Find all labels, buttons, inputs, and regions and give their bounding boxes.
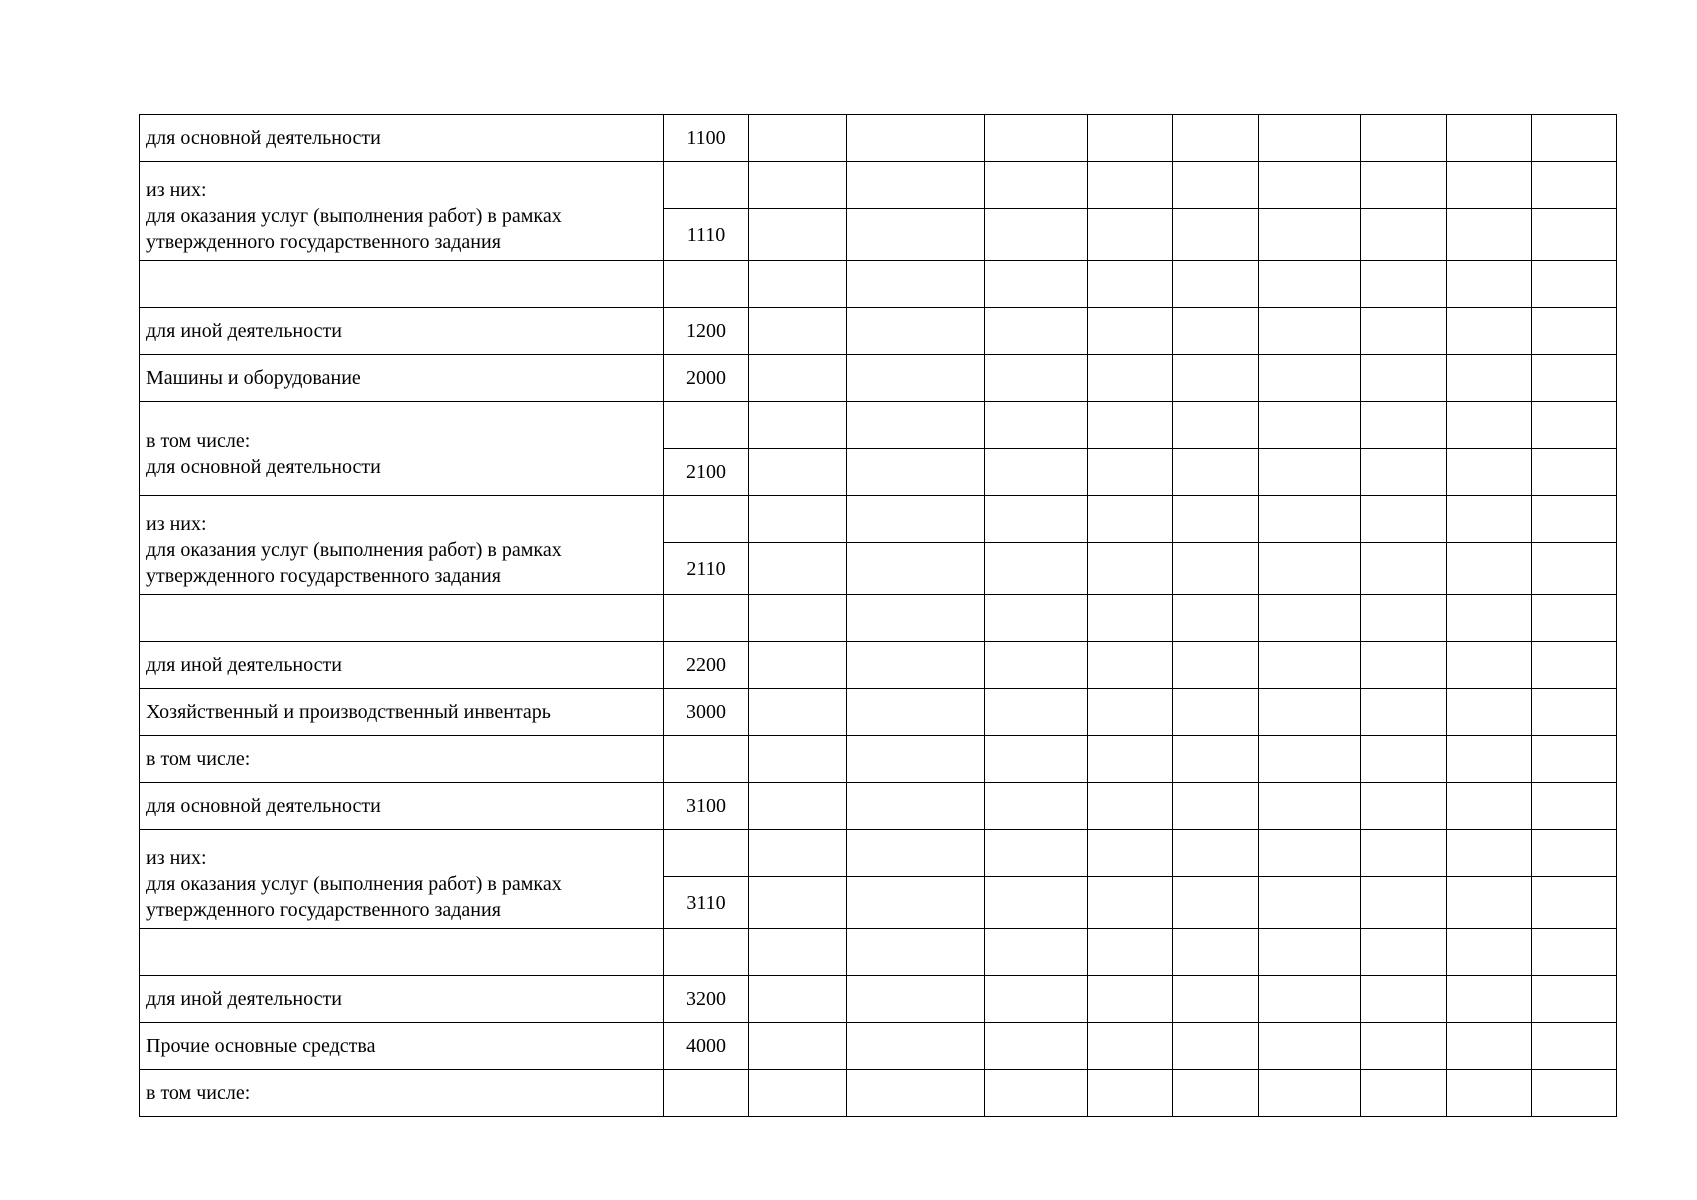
- value-cell[interactable]: [1088, 689, 1173, 736]
- value-cell[interactable]: [847, 543, 985, 595]
- value-cell[interactable]: [1173, 209, 1259, 261]
- value-cell[interactable]: [847, 929, 985, 976]
- row-code: [664, 1070, 749, 1117]
- value-cell[interactable]: [1361, 783, 1447, 830]
- row-label: [140, 595, 664, 642]
- value-cell[interactable]: [1361, 543, 1447, 595]
- value-cell[interactable]: [985, 115, 1088, 162]
- value-cell[interactable]: [1088, 877, 1173, 929]
- fixed-assets-table: [139, 114, 1617, 1117]
- value-cell[interactable]: [1259, 162, 1361, 209]
- value-cell[interactable]: [1088, 1023, 1173, 1070]
- value-cell[interactable]: [1173, 1070, 1259, 1117]
- row-code: [664, 261, 749, 308]
- value-cell[interactable]: [1361, 355, 1447, 402]
- value-cell[interactable]: [985, 736, 1088, 783]
- row-label: [140, 355, 664, 402]
- value-cell[interactable]: [1173, 830, 1259, 877]
- value-cell[interactable]: [1361, 642, 1447, 689]
- value-cell[interactable]: [1259, 115, 1361, 162]
- value-cell[interactable]: [749, 595, 847, 642]
- value-cell[interactable]: [1361, 830, 1447, 877]
- value-cell[interactable]: [749, 1070, 847, 1117]
- value-cell[interactable]: [847, 642, 985, 689]
- value-cell[interactable]: [1088, 543, 1173, 595]
- row-code: 3200: [664, 976, 749, 1023]
- value-cell[interactable]: [1259, 877, 1361, 929]
- value-cell[interactable]: [1447, 355, 1532, 402]
- table-row: [140, 115, 1617, 162]
- value-cell[interactable]: [1259, 1023, 1361, 1070]
- value-cell[interactable]: [1361, 261, 1447, 308]
- value-cell[interactable]: [749, 209, 847, 261]
- row-label-line: утвержденного государственного задания: [146, 231, 501, 253]
- value-cell[interactable]: [1088, 355, 1173, 402]
- value-cell[interactable]: [1532, 543, 1617, 595]
- row-code: 2100: [664, 449, 749, 496]
- table-row: [140, 736, 1617, 783]
- row-label-line: для иной деятельности: [146, 654, 342, 676]
- value-cell[interactable]: [985, 162, 1088, 209]
- value-cell[interactable]: [1447, 1023, 1532, 1070]
- value-cell[interactable]: [847, 1023, 985, 1070]
- value-cell[interactable]: [1259, 1070, 1361, 1117]
- value-cell[interactable]: [1361, 162, 1447, 209]
- value-cell[interactable]: [1532, 308, 1617, 355]
- row-code: [664, 929, 749, 976]
- row-label: [140, 976, 664, 1023]
- value-cell[interactable]: [1173, 402, 1259, 449]
- table-row: [140, 308, 1617, 355]
- value-cell[interactable]: [749, 830, 847, 877]
- value-cell[interactable]: [1088, 929, 1173, 976]
- value-cell[interactable]: [847, 261, 985, 308]
- row-label: [140, 830, 664, 929]
- value-cell[interactable]: [749, 976, 847, 1023]
- value-cell[interactable]: [1088, 642, 1173, 689]
- value-cell[interactable]: [985, 1070, 1088, 1117]
- value-cell[interactable]: [1532, 1023, 1617, 1070]
- value-cell[interactable]: [749, 496, 847, 543]
- row-code: [664, 736, 749, 783]
- value-cell[interactable]: [847, 736, 985, 783]
- table-row: [140, 830, 1617, 877]
- value-cell[interactable]: [749, 543, 847, 595]
- value-cell[interactable]: [1532, 830, 1617, 877]
- value-cell[interactable]: [1088, 736, 1173, 783]
- value-cell[interactable]: [985, 449, 1088, 496]
- table-row: [140, 595, 1617, 642]
- value-cell[interactable]: [1361, 736, 1447, 783]
- value-cell[interactable]: [1173, 736, 1259, 783]
- row-code: 1200: [664, 308, 749, 355]
- row-label: [140, 162, 664, 261]
- value-cell[interactable]: [985, 595, 1088, 642]
- value-cell[interactable]: [1447, 496, 1532, 543]
- table-row: [140, 929, 1617, 976]
- row-label-line: из них:: [146, 847, 207, 869]
- value-cell[interactable]: [1259, 402, 1361, 449]
- value-cell[interactable]: [1173, 642, 1259, 689]
- value-cell[interactable]: [1361, 595, 1447, 642]
- value-cell[interactable]: [749, 783, 847, 830]
- table-row: [140, 642, 1617, 689]
- value-cell[interactable]: [1532, 115, 1617, 162]
- value-cell[interactable]: [1447, 209, 1532, 261]
- value-cell[interactable]: [1361, 496, 1447, 543]
- row-label-line: Машины и оборудование: [146, 367, 361, 389]
- value-cell[interactable]: [847, 308, 985, 355]
- value-cell[interactable]: [1447, 308, 1532, 355]
- value-cell[interactable]: [1173, 929, 1259, 976]
- value-cell[interactable]: [1532, 209, 1617, 261]
- value-cell[interactable]: [1532, 261, 1617, 308]
- row-label: [140, 261, 664, 308]
- row-code: 2110: [664, 543, 749, 595]
- value-cell[interactable]: [1447, 736, 1532, 783]
- value-cell[interactable]: [1447, 595, 1532, 642]
- value-cell[interactable]: [985, 355, 1088, 402]
- value-cell[interactable]: [749, 877, 847, 929]
- row-label-line: из них:: [146, 179, 207, 201]
- value-cell[interactable]: [985, 543, 1088, 595]
- value-cell[interactable]: [749, 1023, 847, 1070]
- value-cell[interactable]: [985, 261, 1088, 308]
- table-row: [140, 496, 1617, 543]
- row-label-line: Хозяйственный и производственный инвентарь: [146, 701, 551, 723]
- value-cell[interactable]: [1088, 402, 1173, 449]
- row-label-line: для оказания услуг (выполнения работ) в рамках: [146, 539, 562, 561]
- value-cell[interactable]: [847, 449, 985, 496]
- value-cell[interactable]: [749, 261, 847, 308]
- value-cell[interactable]: [1088, 162, 1173, 209]
- row-code: 3000: [664, 689, 749, 736]
- value-cell[interactable]: [1447, 543, 1532, 595]
- row-label: [140, 308, 664, 355]
- value-cell[interactable]: [1088, 115, 1173, 162]
- value-cell[interactable]: [985, 783, 1088, 830]
- value-cell[interactable]: [847, 115, 985, 162]
- value-cell[interactable]: [1532, 449, 1617, 496]
- value-cell[interactable]: [847, 402, 985, 449]
- value-cell[interactable]: [847, 689, 985, 736]
- value-cell[interactable]: [1259, 642, 1361, 689]
- row-label: [140, 496, 664, 595]
- row-label: [140, 1023, 664, 1070]
- value-cell[interactable]: [1447, 402, 1532, 449]
- value-cell[interactable]: [1259, 783, 1361, 830]
- row-code: 1100: [664, 115, 749, 162]
- row-code: [664, 162, 749, 209]
- row-label: [140, 402, 664, 496]
- table-row: [140, 1023, 1617, 1070]
- value-cell[interactable]: [1361, 1023, 1447, 1070]
- value-cell[interactable]: [1447, 783, 1532, 830]
- value-cell[interactable]: [1532, 877, 1617, 929]
- row-code: 3110: [664, 877, 749, 929]
- table-row: [140, 402, 1617, 449]
- value-cell[interactable]: [749, 642, 847, 689]
- row-label-line: для основной деятельности: [146, 127, 381, 149]
- value-cell[interactable]: [749, 355, 847, 402]
- row-label-line: для иной деятельности: [146, 988, 342, 1010]
- value-cell[interactable]: [985, 976, 1088, 1023]
- value-cell[interactable]: [1259, 929, 1361, 976]
- value-cell[interactable]: [1259, 689, 1361, 736]
- value-cell[interactable]: [1088, 783, 1173, 830]
- value-cell[interactable]: [1173, 783, 1259, 830]
- row-label: [140, 115, 664, 162]
- table-row: [140, 1070, 1617, 1117]
- row-code: [664, 402, 749, 449]
- value-cell[interactable]: [1532, 929, 1617, 976]
- value-cell[interactable]: [1259, 449, 1361, 496]
- value-cell[interactable]: [1259, 261, 1361, 308]
- row-label: [140, 929, 664, 976]
- value-cell[interactable]: [1173, 543, 1259, 595]
- value-cell[interactable]: [1361, 976, 1447, 1023]
- value-cell[interactable]: [1259, 595, 1361, 642]
- value-cell[interactable]: [1259, 209, 1361, 261]
- value-cell[interactable]: [1088, 595, 1173, 642]
- value-cell[interactable]: [985, 1023, 1088, 1070]
- value-cell[interactable]: [1361, 209, 1447, 261]
- row-code: 3100: [664, 783, 749, 830]
- value-cell[interactable]: [1088, 830, 1173, 877]
- value-cell[interactable]: [1447, 830, 1532, 877]
- value-cell[interactable]: [847, 976, 985, 1023]
- value-cell[interactable]: [847, 355, 985, 402]
- value-cell[interactable]: [985, 830, 1088, 877]
- value-cell[interactable]: [1532, 783, 1617, 830]
- value-cell[interactable]: [985, 402, 1088, 449]
- value-cell[interactable]: [1532, 642, 1617, 689]
- row-label: [140, 783, 664, 830]
- value-cell[interactable]: [1173, 308, 1259, 355]
- row-code: [664, 595, 749, 642]
- value-cell[interactable]: [1173, 115, 1259, 162]
- value-cell[interactable]: [847, 830, 985, 877]
- row-label: [140, 689, 664, 736]
- value-cell[interactable]: [1447, 162, 1532, 209]
- value-cell[interactable]: [1532, 736, 1617, 783]
- row-label-line: Прочие основные средства: [146, 1035, 376, 1057]
- row-label: [140, 736, 664, 783]
- row-label-line: в том числе:: [146, 1082, 251, 1104]
- value-cell[interactable]: [749, 308, 847, 355]
- value-cell[interactable]: [847, 496, 985, 543]
- value-cell[interactable]: [1532, 162, 1617, 209]
- value-cell[interactable]: [1259, 496, 1361, 543]
- value-cell[interactable]: [985, 642, 1088, 689]
- value-cell[interactable]: [1088, 449, 1173, 496]
- value-cell[interactable]: [1361, 402, 1447, 449]
- value-cell[interactable]: [1088, 261, 1173, 308]
- value-cell[interactable]: [1259, 976, 1361, 1023]
- table-row: [140, 689, 1617, 736]
- value-cell[interactable]: [1361, 308, 1447, 355]
- value-cell[interactable]: [1361, 877, 1447, 929]
- row-label-line: утвержденного государственного задания: [146, 899, 501, 921]
- value-cell[interactable]: [985, 308, 1088, 355]
- value-cell[interactable]: [1259, 830, 1361, 877]
- value-cell[interactable]: [749, 689, 847, 736]
- row-label-line: для основной деятельности: [146, 455, 381, 478]
- value-cell[interactable]: [1532, 1070, 1617, 1117]
- value-cell[interactable]: [985, 496, 1088, 543]
- value-cell[interactable]: [1361, 929, 1447, 976]
- value-cell[interactable]: [1088, 496, 1173, 543]
- value-cell[interactable]: [1361, 1070, 1447, 1117]
- value-cell[interactable]: [1088, 976, 1173, 1023]
- value-cell[interactable]: [1447, 115, 1532, 162]
- table-row: [140, 162, 1617, 209]
- row-code: 4000: [664, 1023, 749, 1070]
- value-cell[interactable]: [1532, 595, 1617, 642]
- table-row: [140, 783, 1617, 830]
- value-cell[interactable]: [847, 595, 985, 642]
- value-cell[interactable]: [1532, 496, 1617, 543]
- value-cell[interactable]: [1361, 115, 1447, 162]
- value-cell[interactable]: [1088, 308, 1173, 355]
- row-label-line: для иной деятельности: [146, 320, 342, 342]
- value-cell[interactable]: [1173, 449, 1259, 496]
- value-cell[interactable]: [1173, 496, 1259, 543]
- value-cell[interactable]: [847, 877, 985, 929]
- row-label-line: в том числе:: [146, 429, 251, 452]
- value-cell[interactable]: [847, 1070, 985, 1117]
- value-cell[interactable]: [1447, 642, 1532, 689]
- value-cell[interactable]: [1259, 308, 1361, 355]
- row-label-line: для основной деятельности: [146, 795, 381, 817]
- row-label-line: для оказания услуг (выполнения работ) в рамках: [146, 205, 562, 227]
- value-cell[interactable]: [1259, 736, 1361, 783]
- row-code: [664, 830, 749, 877]
- row-label-line: утвержденного государственного задания: [146, 565, 501, 587]
- value-cell[interactable]: [1173, 261, 1259, 308]
- value-cell[interactable]: [749, 449, 847, 496]
- value-cell[interactable]: [749, 402, 847, 449]
- value-cell[interactable]: [749, 115, 847, 162]
- value-cell[interactable]: [1532, 976, 1617, 1023]
- value-cell[interactable]: [1447, 449, 1532, 496]
- value-cell[interactable]: [985, 929, 1088, 976]
- value-cell[interactable]: [847, 783, 985, 830]
- value-cell[interactable]: [1447, 929, 1532, 976]
- value-cell[interactable]: [1173, 689, 1259, 736]
- value-cell[interactable]: [1447, 1070, 1532, 1117]
- row-label: [140, 642, 664, 689]
- value-cell[interactable]: [985, 877, 1088, 929]
- value-cell[interactable]: [1447, 976, 1532, 1023]
- row-label-line: для оказания услуг (выполнения работ) в рамках: [146, 873, 562, 895]
- value-cell[interactable]: [985, 209, 1088, 261]
- value-cell[interactable]: [1259, 355, 1361, 402]
- table-row: [140, 976, 1617, 1023]
- row-code: 2200: [664, 642, 749, 689]
- value-cell[interactable]: [749, 162, 847, 209]
- value-cell[interactable]: [985, 689, 1088, 736]
- value-cell[interactable]: [1173, 877, 1259, 929]
- value-cell[interactable]: [1447, 877, 1532, 929]
- value-cell[interactable]: [749, 736, 847, 783]
- row-code: 2000: [664, 355, 749, 402]
- value-cell[interactable]: [1361, 449, 1447, 496]
- value-cell[interactable]: [1173, 1023, 1259, 1070]
- value-cell[interactable]: [847, 162, 985, 209]
- value-cell[interactable]: [1532, 402, 1617, 449]
- value-cell[interactable]: [1532, 689, 1617, 736]
- row-code: [664, 496, 749, 543]
- value-cell[interactable]: [1173, 976, 1259, 1023]
- value-cell[interactable]: [1173, 595, 1259, 642]
- value-cell[interactable]: [749, 929, 847, 976]
- row-code: 1110: [664, 209, 749, 261]
- value-cell[interactable]: [1173, 355, 1259, 402]
- value-cell[interactable]: [1447, 261, 1532, 308]
- value-cell[interactable]: [1173, 162, 1259, 209]
- row-label-line: из них:: [146, 513, 207, 535]
- value-cell[interactable]: [1259, 543, 1361, 595]
- value-cell[interactable]: [1361, 689, 1447, 736]
- value-cell[interactable]: [847, 209, 985, 261]
- table-row: [140, 355, 1617, 402]
- value-cell[interactable]: [1447, 689, 1532, 736]
- row-label: [140, 1070, 664, 1117]
- value-cell[interactable]: [1088, 209, 1173, 261]
- value-cell[interactable]: [1532, 355, 1617, 402]
- value-cell[interactable]: [1088, 1070, 1173, 1117]
- table-row: [140, 261, 1617, 308]
- row-label-line: в том числе:: [146, 748, 251, 770]
